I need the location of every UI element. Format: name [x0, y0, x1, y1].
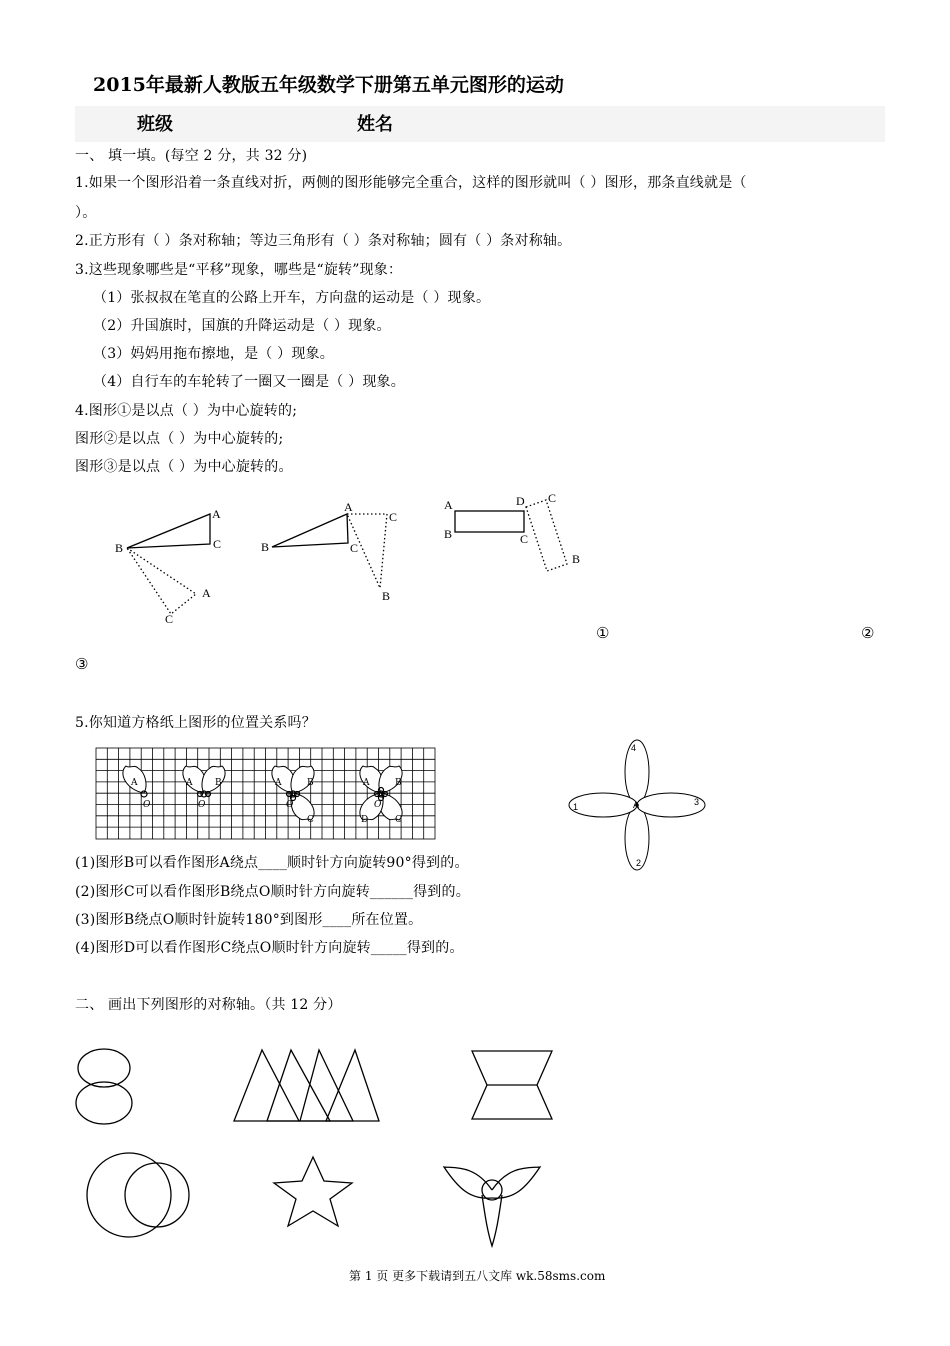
shape-three-petals — [444, 1167, 540, 1246]
grid-label-B2: B — [215, 778, 222, 788]
grid-label-D4: D — [361, 815, 369, 825]
q3-item-1: （1）张叔叔在笔直的公路上开车，方向盘的运动是（ ）现象。 — [93, 290, 491, 306]
flower-label-2: 2 — [636, 858, 642, 868]
fig3-label-A: A — [444, 498, 453, 512]
q5-item-4: (4)图形D可以看作图形C绕点O顺时针方向旋转_____得到的。 — [75, 940, 464, 956]
q1-line1: 1.如果一个图形沿着一条直线对折，两侧的图形能够完全重合，这样的图形就叫（ ）图形，那条直线就是（ — [75, 175, 747, 191]
q5-item-2: (2)图形C可以看作图形B绕点O顺时针方向旋转______得到的。 — [75, 884, 470, 900]
circled-1: ① — [596, 624, 610, 642]
flower-label-A: A — [633, 800, 640, 810]
grid-label-C4: C — [395, 815, 402, 825]
q3-item-2: （2）升国旗时，国旗的升降运动是（ ）现象。 — [93, 318, 391, 334]
fig3-label-C: C — [520, 532, 529, 546]
fig2-label-B: B — [261, 540, 270, 554]
fig1-label-C: C — [213, 537, 222, 551]
fig3-label-D: D — [516, 494, 525, 508]
circled-3: ③ — [75, 655, 89, 673]
section1-heading: 一、 填一填。(每空 2 分，共 32 分) — [75, 148, 308, 164]
name-label: 姓名 — [357, 114, 393, 135]
fig1-label-A2: A — [202, 586, 211, 600]
q4-item-3: 图形③是以点（ ）为中心旋转的。 — [75, 459, 293, 475]
grid-label-O3: O — [286, 800, 294, 810]
grid-label-O2: O — [198, 800, 206, 810]
fig2-label-C2: C — [389, 510, 398, 524]
page-footer: 第 1 页 更多下载请到五八文库 wk.58sms.com — [349, 1269, 606, 1283]
grid-label-B4: B — [395, 778, 402, 788]
flower-label-1: 1 — [573, 802, 579, 812]
shape-triangles — [234, 1050, 379, 1121]
q4-item-1: 4.图形①是以点（ ）为中心旋转的; — [75, 403, 298, 419]
grid-label-A3: A — [275, 778, 282, 788]
fig1-label-A: A — [212, 507, 221, 521]
q3-item-3: （3）妈妈用拖布擦地，是（ ）现象。 — [93, 346, 334, 362]
shape-figure-eight — [76, 1049, 132, 1124]
q5: 5.你知道方格纸上图形的位置关系吗？ — [75, 715, 316, 731]
grid-label-A2: A — [186, 778, 193, 788]
circled-2: ② — [861, 624, 875, 642]
fig2-label-A: A — [344, 500, 353, 514]
fig1-label-C2: C — [165, 612, 174, 626]
fig2-label-C: C — [350, 541, 359, 555]
q5-item-3: (3)图形B绕点O顺时针旋转180°到图形____所在位置。 — [75, 912, 423, 928]
q5-item-1: (1)图形B可以看作图形A绕点____顺时针方向旋转90°得到的。 — [75, 855, 469, 871]
flower-label-3: 3 — [694, 797, 700, 807]
page-title: 2015年最新人教版五年级数学下册第五单元图形的运动 — [93, 74, 564, 96]
shape-star — [274, 1157, 352, 1226]
q3-item-4: （4）自行车的车轮转了一圈又一圈是（ ）现象。 — [93, 374, 405, 390]
shape-hourglass — [472, 1051, 552, 1119]
q2: 2.正方形有（ ）条对称轴；等边三角形有（ ）条对称轴；圆有（ ）条对称轴。 — [75, 233, 572, 249]
grid-label-O4: O — [374, 800, 382, 810]
fig3-label-B2: B — [572, 552, 581, 566]
q4-item-2: 图形②是以点（ ）为中心旋转的; — [75, 431, 284, 447]
grid-label-B3: B — [307, 778, 314, 788]
grid-label-A4: A — [363, 778, 370, 788]
fig3-label-B: B — [444, 527, 453, 541]
q1-line2: ）。 — [75, 205, 97, 221]
class-label: 班级 — [137, 114, 173, 135]
section2-heading: 二、 画出下列图形的对称轴。（共 12 分） — [75, 997, 342, 1013]
flower-label-4: 4 — [631, 743, 637, 753]
grid-label-C3: C — [307, 815, 314, 825]
fig1-label-B: B — [115, 541, 124, 555]
fig2-label-B2: B — [382, 589, 391, 603]
grid-label-A1: A — [131, 778, 138, 788]
grid-label-O1: O — [143, 800, 151, 810]
q3: 3.这些现象哪些是“平移”现象，哪些是“旋转”现象： — [75, 262, 403, 278]
fig3-label-C2: C — [548, 491, 557, 505]
shape-two-circles — [87, 1153, 189, 1237]
